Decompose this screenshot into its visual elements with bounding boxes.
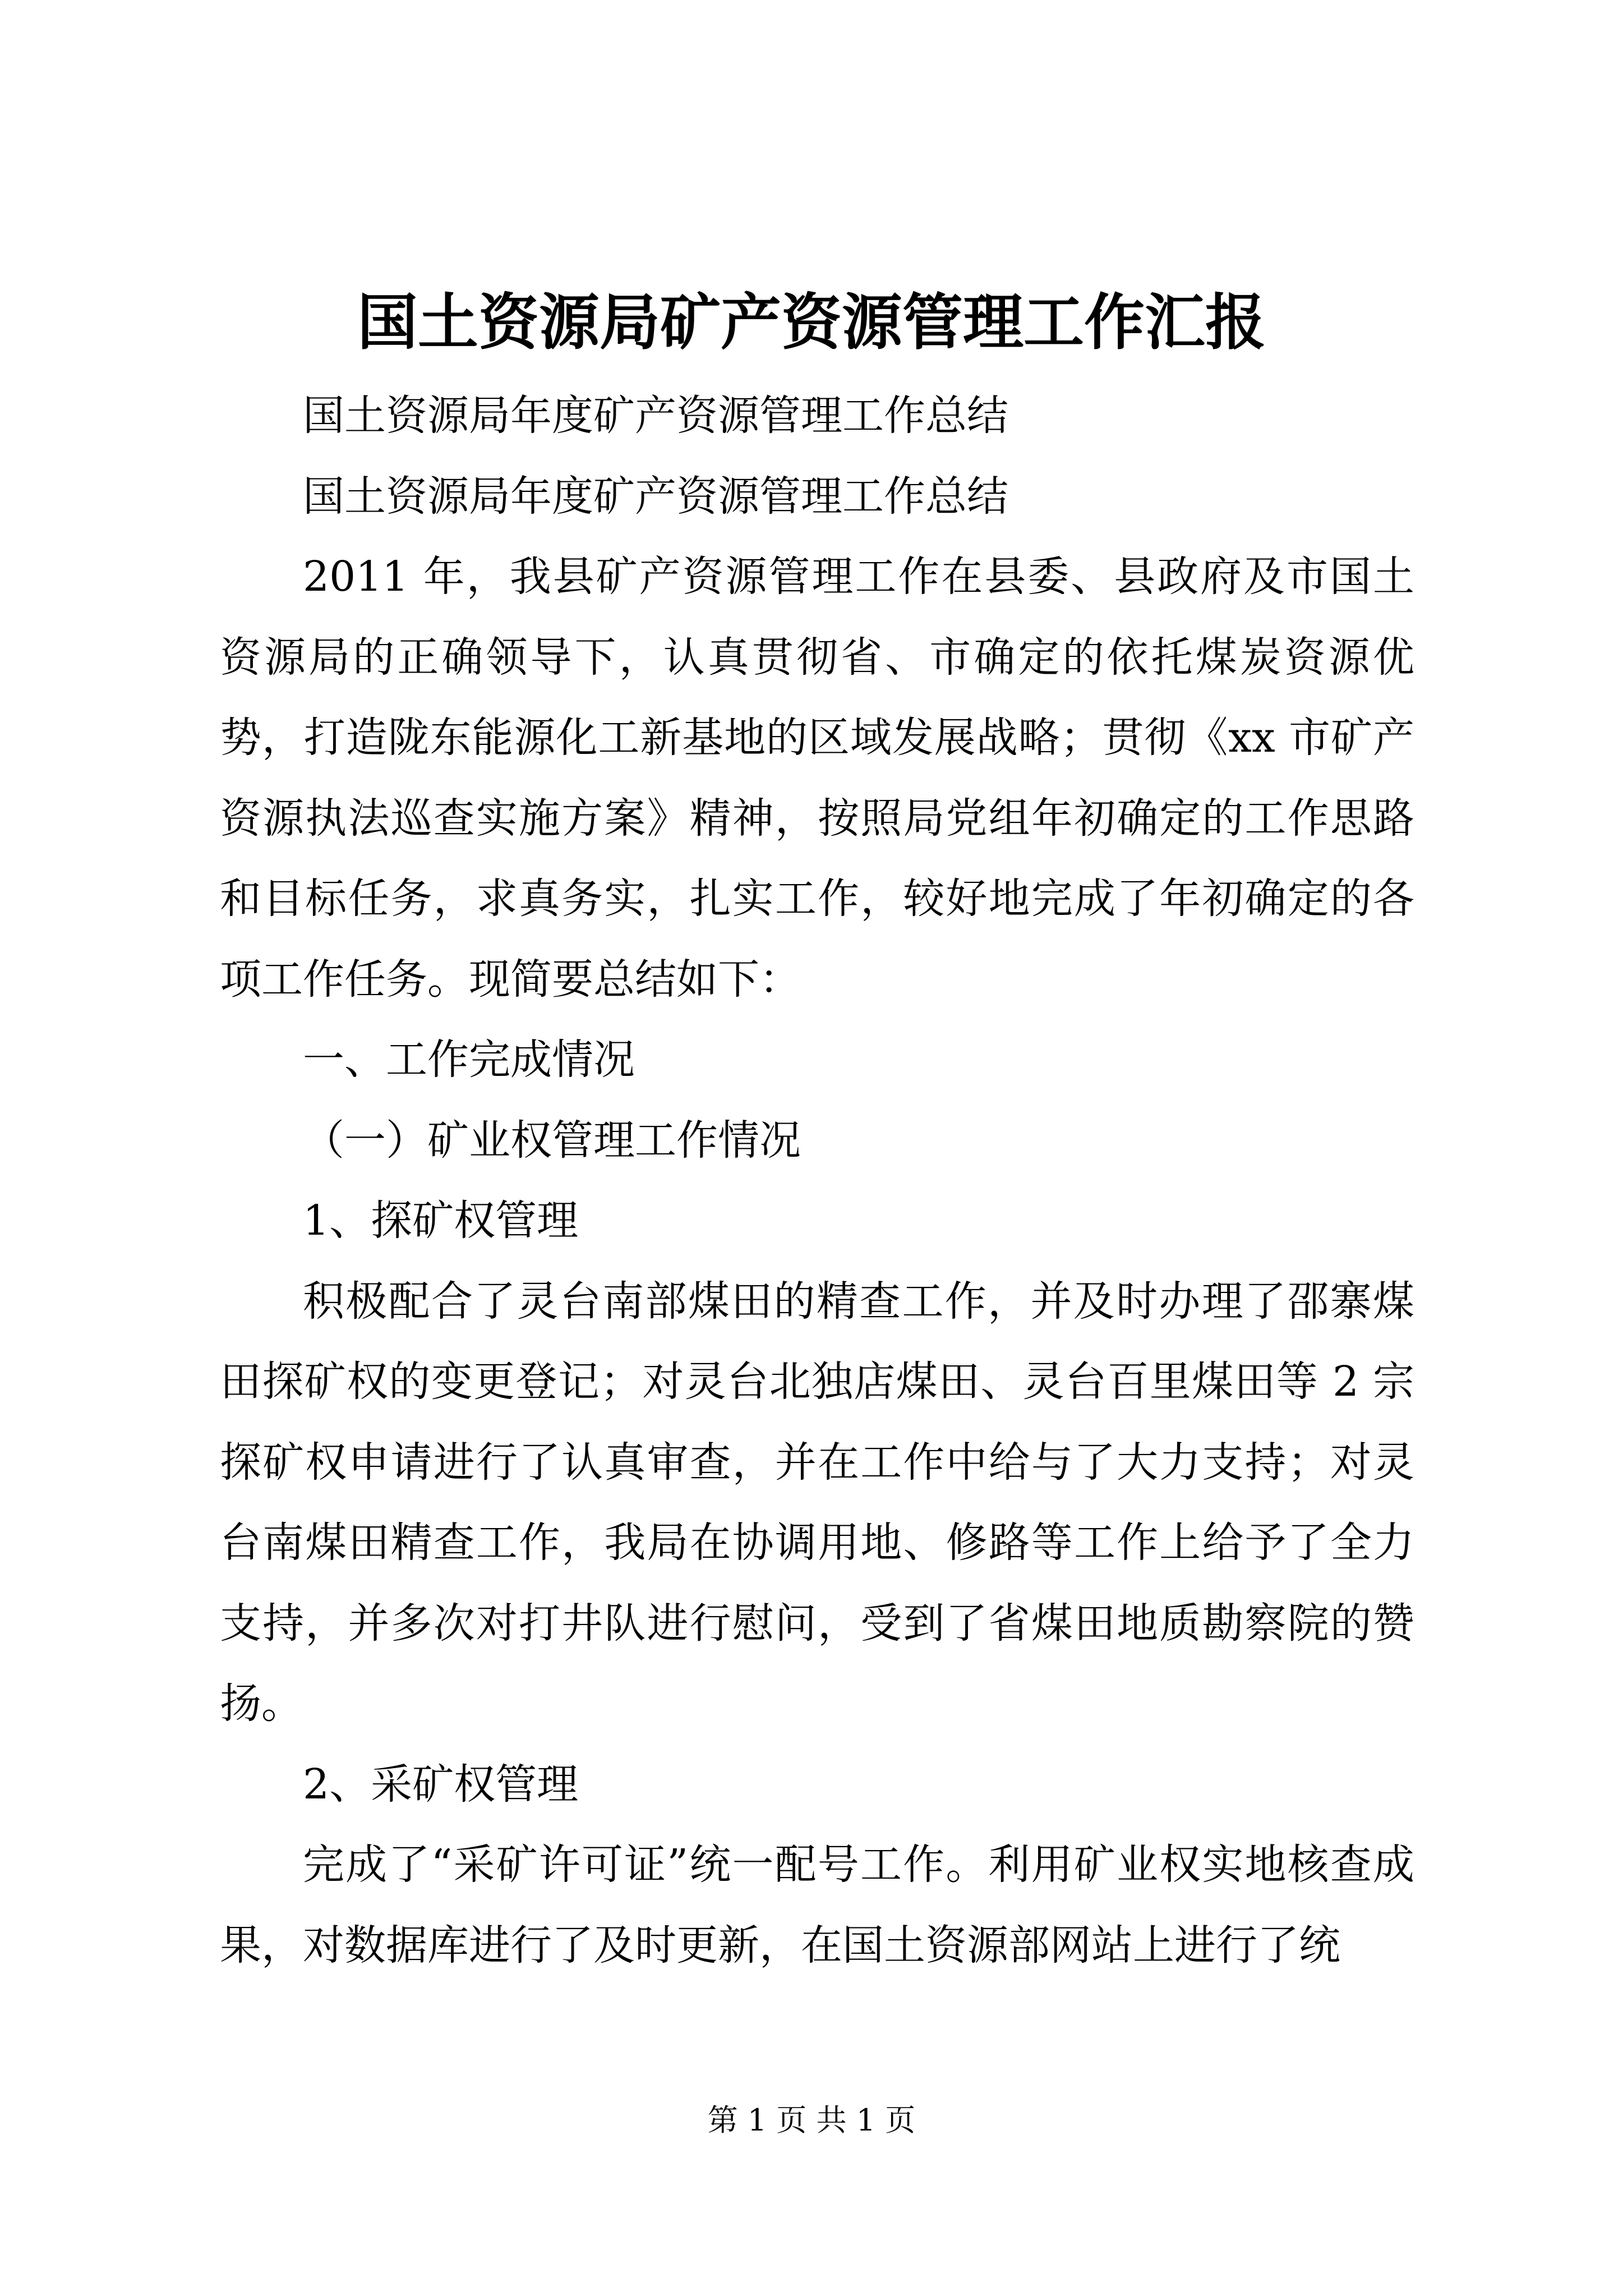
- paragraph-exploration-rights: 积极配合了灵台南部煤田的精查工作，并及时办理了邵寨煤田探矿权的变更登记；对灵台北独店煤田、灵台百里煤田等 2 宗探矿权申请进行了认真审查，并在工作中给与了大力支持；对灵台南煤田精查工作，我局在协调用地、修路等工作上给予了全力支持，并多次对打井队进行慰问，受到了省煤田地质勘察院的赞扬。: [220, 1277, 1414, 1728]
- section-heading-1: 一、工作完成情况: [303, 1036, 635, 1084]
- paragraph-subtitle-1: 国土资源局年度矿产资源管理工作总结: [303, 392, 1008, 440]
- page-footer: 第 1 页 共 1 页: [707, 2102, 916, 2138]
- item-heading-exploration-rights: 1、探矿权管理: [303, 1197, 579, 1245]
- subsection-heading-1: （一）矿业权管理工作情况: [303, 1116, 801, 1165]
- paragraph-mining-rights: 完成了“采矿许可证”统一配号工作。利用矿业权实地核查成果，对数据库进行了及时更新，在国土资源部网站上进行了统: [220, 1841, 1414, 1970]
- paragraph-subtitle-2: 国土资源局年度矿产资源管理工作总结: [303, 472, 1008, 521]
- paragraph-intro: 2011 年，我县矿产资源管理工作在县委、县政府及市国土资源局的正确领导下，认真贯彻省、市确定的依托煤炭资源优势，打造陇东能源化工新基地的区域发展战略；贯彻《xx 市矿产资源执法巡查实施方案》精神，按照局党组年初确定的工作思路和目标任务，求真务实，扎实工作，较好地完成了年初确定的各项工作任务。现简要总结如下：: [220, 553, 1414, 1004]
- document-title: 国土资源局矿产资源管理工作汇报: [357, 287, 1266, 358]
- item-heading-mining-rights: 2、采矿权管理: [303, 1760, 579, 1809]
- document-body: [220, 376, 1414, 1986]
